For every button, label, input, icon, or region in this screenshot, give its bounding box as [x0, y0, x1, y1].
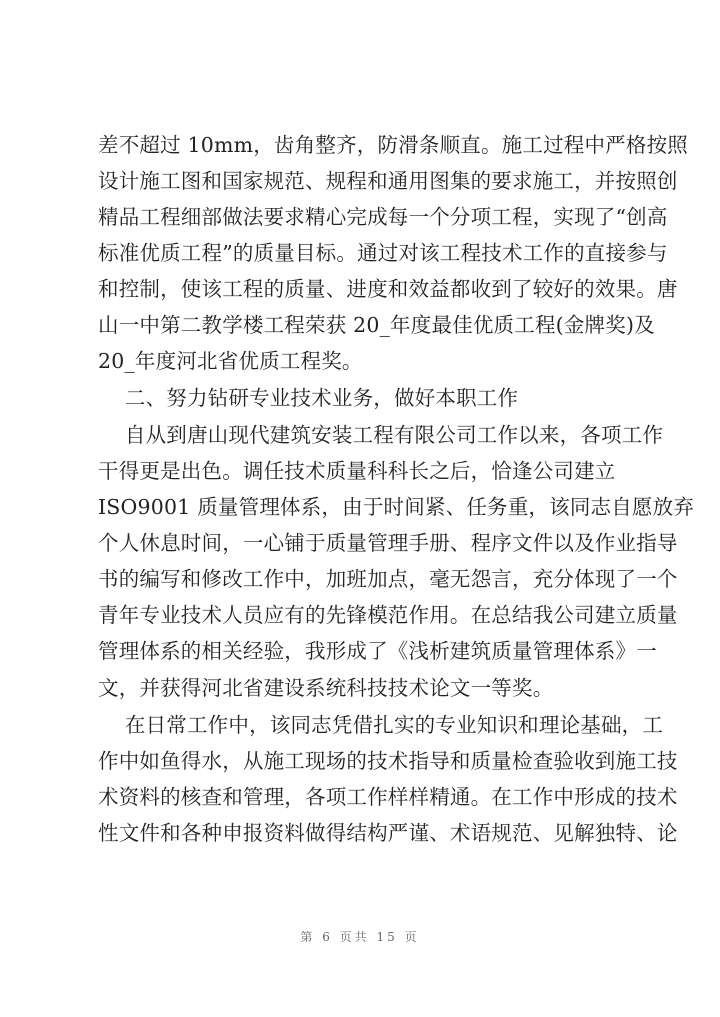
body-text-line: 书的编写和修改工作中，加班加点，毫无怨言，充分体现了一个 [98, 567, 678, 591]
body-text-line: 设计施工图和国家规范、规程和通用图集的要求施工，并按照创 [98, 169, 678, 193]
body-text-line: 文，并获得河北省建设系统科技技术论文一等奖。 [98, 676, 554, 700]
body-text-line: 和控制，使该工程的质量、进度和效益都收到了较好的效果。唐 [98, 277, 678, 301]
body-text-line: 自从到唐山现代建筑安装工程有限公司工作以来，各项工作 [98, 423, 664, 447]
body-text-line: 作中如鱼得水，从施工现场的技术指导和质量检查验收到施工技 [98, 749, 678, 773]
body-text-line: 术资料的核查和管理，各项工作样样精通。在工作中形成的技术 [98, 785, 678, 809]
body-text-line: 山一中第二教学楼工程荣获 20_年度最佳优质工程(金牌奖)及 [98, 313, 655, 337]
page-number-footer: 第 6 页共 15 页 [300, 930, 420, 944]
body-text-line: 20_年度河北省优质工程奖。 [98, 349, 363, 373]
body-text-line: 精品工程细部做法要求精心完成每一个分项工程，实现了“创高 [98, 205, 668, 229]
body-text-line: 标准优质工程”的质量目标。通过对该工程技术工作的直接参与 [98, 241, 668, 265]
body-text-line: 青年专业技术人员应有的先锋模范作用。在总结我公司建立质量 [98, 603, 678, 627]
section-heading: 二、努力钻研专业技术业务，做好本职工作 [98, 386, 519, 410]
body-text-line: 性文件和各种申报资料做得结构严谨、术语规范、见解独特、论 [98, 821, 678, 845]
body-text-line: ISO9001 质量管理体系，由于时间紧、任务重，该同志自愿放弃 [98, 495, 695, 519]
body-text-line: 在日常工作中，该同志凭借扎实的专业知识和理论基础，工 [98, 713, 664, 737]
body-text-line: 干得更是出色。调任技术质量科科长之后，恰逢公司建立 [98, 459, 616, 483]
body-text-line: 管理体系的相关经验，我形成了《浅析建筑质量管理体系》一 [98, 639, 657, 663]
body-text-line: 差不超过 10mm，齿角整齐，防滑条顺直。施工过程中严格按照 [98, 133, 688, 157]
body-text-line: 个人休息时间，一心铺于质量管理手册、程序文件以及作业指导 [98, 531, 678, 555]
